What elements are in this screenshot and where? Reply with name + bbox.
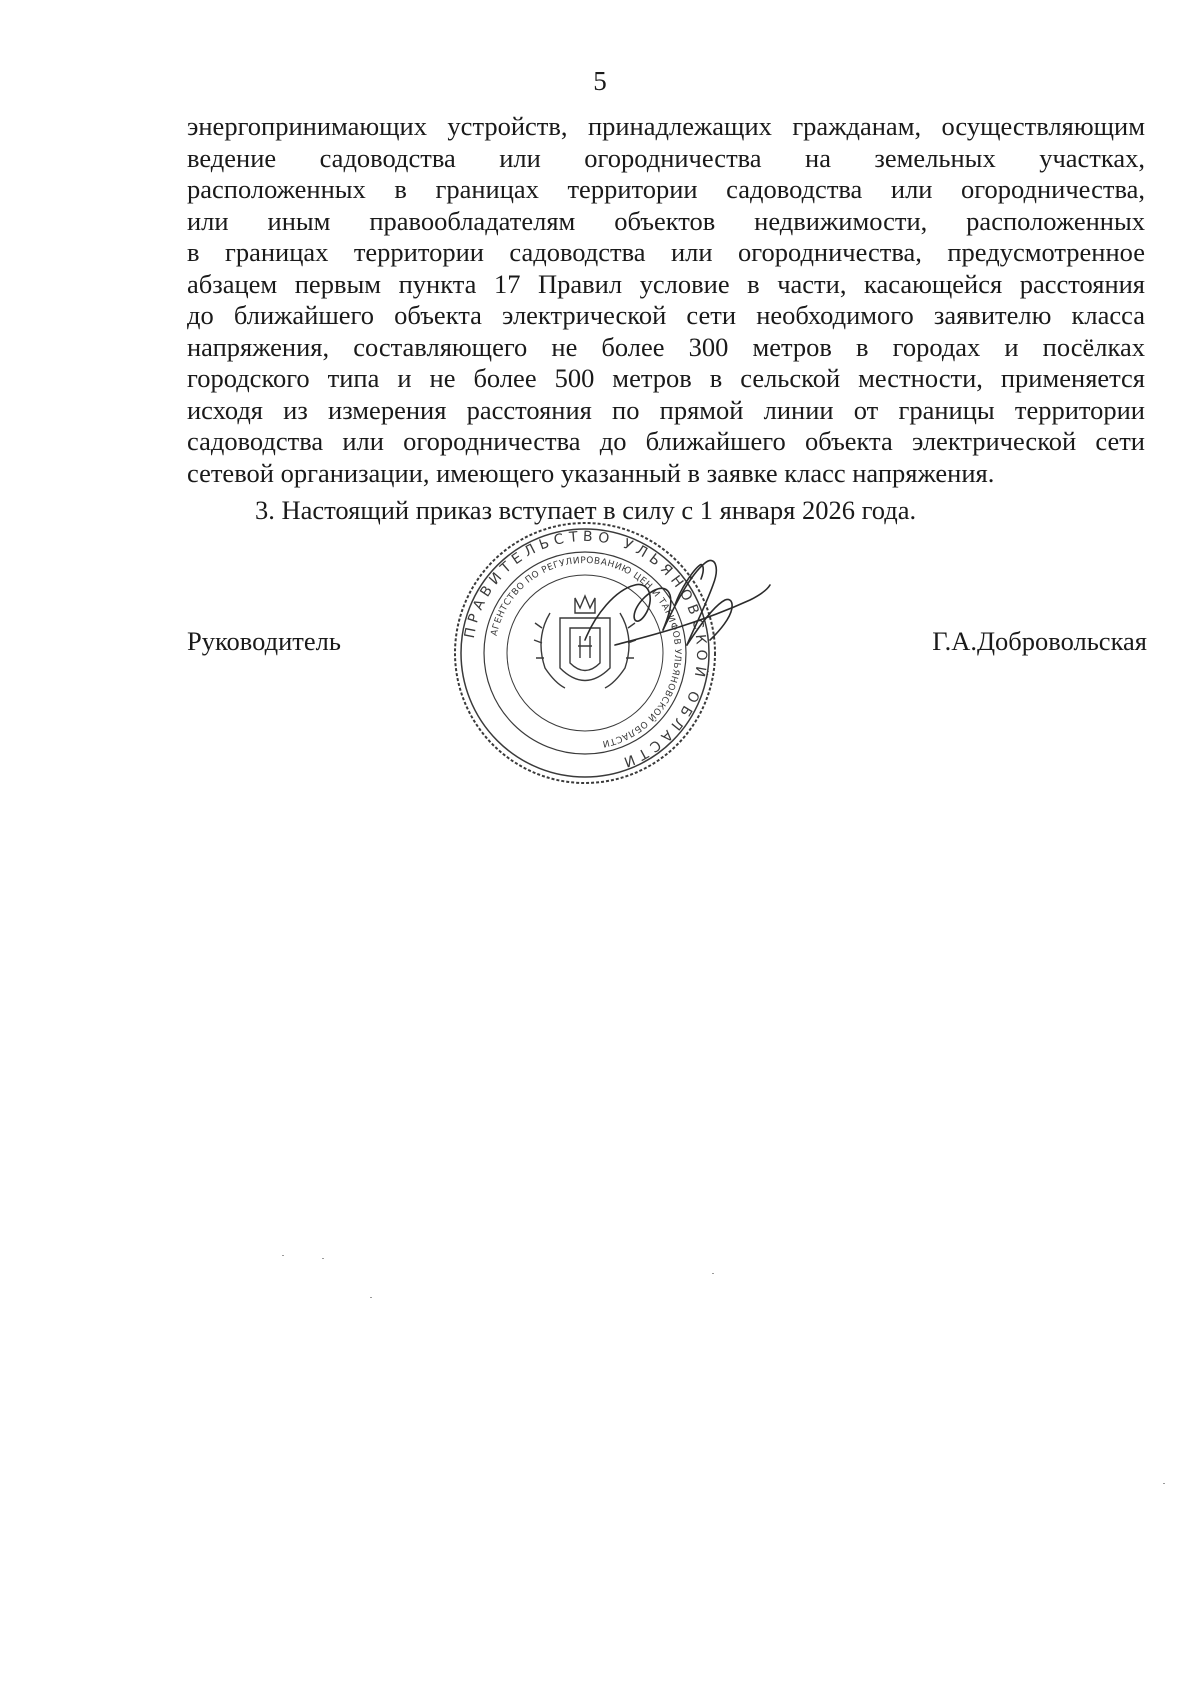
body-line: в границах территории садоводства или огородничества, предусмотренное — [187, 237, 1145, 267]
signatory-role: Руководитель — [187, 626, 341, 656]
clause-3: 3. Настоящий приказ вступает в силу с 1 января 2026 года. — [255, 495, 917, 525]
body-line: расположенных в границах территории садоводства или огородничества, — [187, 174, 1145, 204]
body-line: городского типа и не более 500 метров в сельской местности, применяется — [187, 363, 1145, 393]
page-number: 5 — [593, 66, 607, 96]
seal-outer-text: ПРАВИТЕЛЬСТВО УЛЬЯНОВСКОЙ ОБЛАСТИ — [461, 528, 710, 772]
body-line: исходя из измерения расстояния по прямой линии от границы территории — [187, 394, 1145, 425]
body-line: ведение садоводства или огородничества на земельных участках, — [187, 142, 1145, 173]
body-line: абзацем первым пункта 17 Правил условие в части, касающейся расстояния — [187, 268, 1145, 299]
scan-speck — [1163, 1483, 1165, 1484]
handwritten-signature — [575, 545, 775, 675]
body-line: или иным правообладателям объектов недвижимости, расположенных — [187, 205, 1145, 236]
scan-speck — [712, 1273, 714, 1274]
body-paragraph — [187, 111, 1145, 489]
body-line: напряжения, составляющего не более 300 метров в городах и посёлках — [187, 331, 1145, 362]
scan-speck — [370, 1297, 372, 1298]
seal-inner-text: АГЕНТСТВО ПО РЕГУЛИРОВАНИЮ ЦЕН И ТАРИФОВ УЛЬЯНОВСКОЙ ОБЛАСТИ — [489, 555, 683, 749]
body-line: до ближайшего объекта электрической сети необходимого заявителю класса — [187, 300, 1145, 330]
body-line: садоводства или огородничества до ближайшего объекта электрической сети — [187, 426, 1145, 456]
scan-speck — [282, 1255, 284, 1256]
body-line: энергопринимающих устройств, принадлежащих гражданам, осуществляющим — [187, 111, 1145, 141]
signatory-name: Г.А.Добровольская — [932, 626, 1147, 656]
body-line: сетевой организации, имеющего указанный в заявке класс напряжения. — [187, 457, 995, 488]
scan-speck — [322, 1258, 324, 1259]
